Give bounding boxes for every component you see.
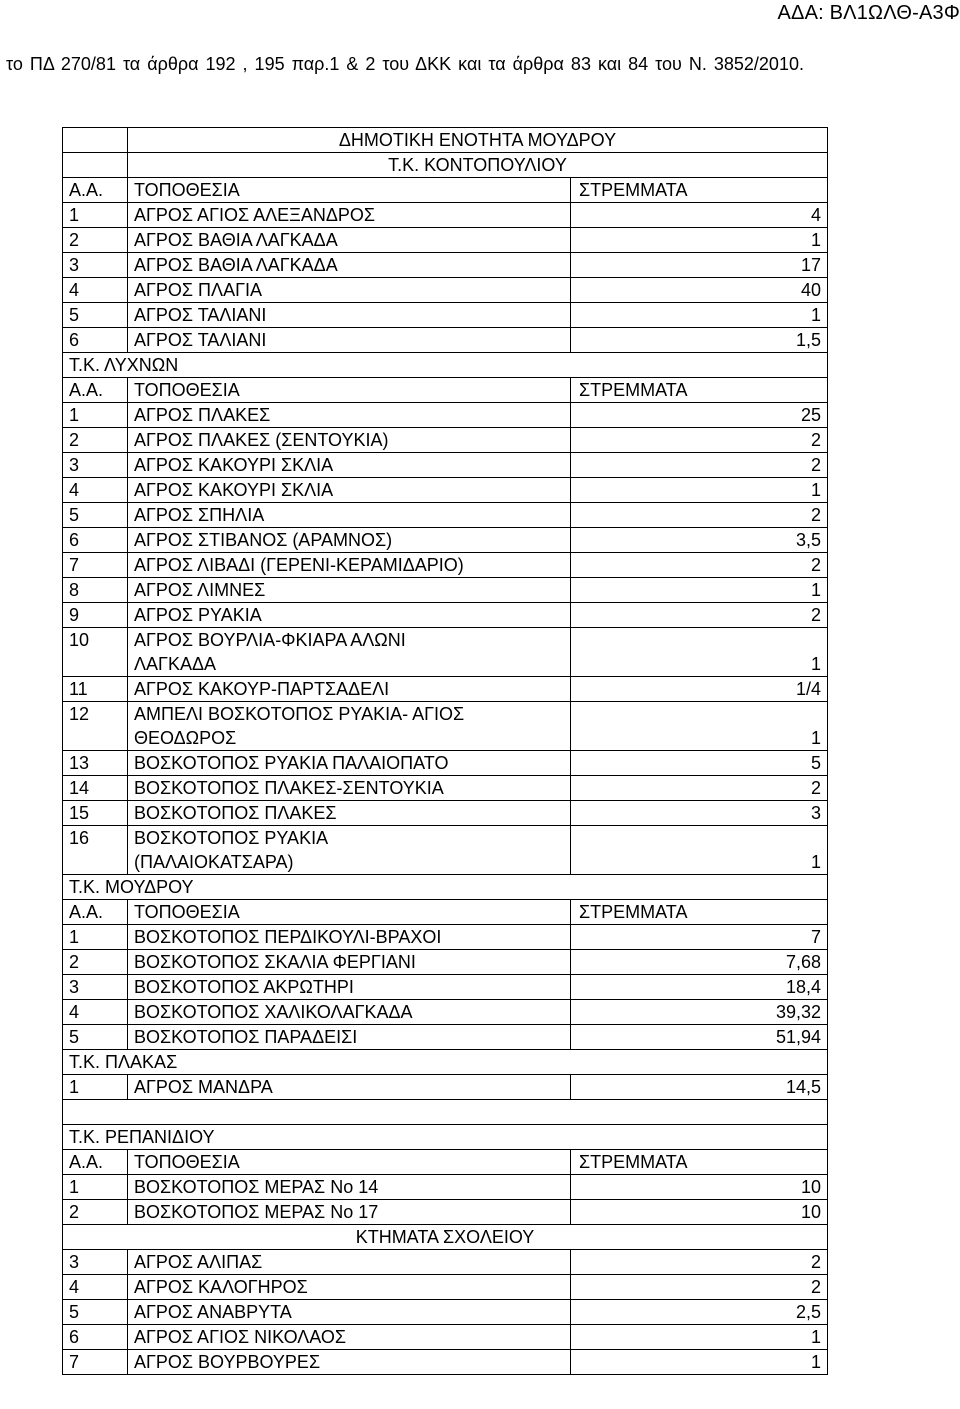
row-location: ΑΓΡΟΣ ΤΑΛΙΑΝΙ [128, 328, 571, 353]
row-area: 7 [571, 925, 828, 950]
row-area: 1 [571, 478, 828, 503]
table-row [63, 453, 828, 478]
table-row [63, 1175, 828, 1200]
row-area: 2 [571, 1275, 828, 1300]
row-no: 12 [63, 702, 128, 751]
row-location: ΑΓΡΟΣ ΤΑΛΙΑΝΙ [128, 303, 571, 328]
row-no: 4 [63, 1000, 128, 1025]
row-location: ΑΓΡΟΣ ΑΓΙΟΣ ΝΙΚΟΛΑΟΣ [128, 1325, 571, 1350]
row-no: 13 [63, 751, 128, 776]
row-location: ΑΓΡΟΣ ΣΤΙΒΑΝΟΣ (ΑΡΑΜΝΟΣ) [128, 528, 571, 553]
header-no: Α.Α. [63, 1150, 128, 1175]
row-no: 5 [63, 503, 128, 528]
row-location: ΒΟΣΚΟΤΟΠΟΣ ΜΕΡΑΣ Νο 14 [128, 1175, 571, 1200]
row-area: 40 [571, 278, 828, 303]
table-row [63, 528, 828, 553]
row-no: 2 [63, 950, 128, 975]
row-location-line1: ΒΟΣΚΟΤΟΠΟΣ ΡΥΑΚΙΑ [134, 828, 329, 848]
section-title: Τ.Κ. ΚΟΝΤΟΠΟΥΛΙΟΥ [128, 153, 828, 178]
header-area [571, 378, 828, 403]
row-no: 6 [63, 528, 128, 553]
row-location: ΒΟΣΚΟΤΟΠΟΣ ΣΚΑΛΙΑ ΦΕΡΓΙΑΝΙ [128, 950, 571, 975]
row-location: ΑΓΡΟΣ ΛΙΒΑΔΙ (ΓΕΡΕΝΙ-ΚΕΡΑΜΙΔΑΡΙΟ) [128, 553, 571, 578]
row-area: 2 [571, 428, 828, 453]
school-land-label: ΚΤΗΜΑΤΑ ΣΧΟΛΕΙΟΥ [63, 1225, 828, 1250]
row-no: 3 [63, 975, 128, 1000]
table-row [63, 776, 828, 801]
header-row [63, 1150, 828, 1175]
row-location: ΒΟΣΚΟΤΟΠΟΣ ΠΑΡΑΔΕΙΣΙ [128, 1025, 571, 1050]
row-location [128, 628, 571, 677]
table-row [63, 603, 828, 628]
table-row [63, 1075, 828, 1100]
table-row [63, 702, 828, 751]
table-row [63, 203, 828, 228]
unit-title: ΔΗΜΟΤΙΚΗ ΕΝΟΤΗΤΑ ΜΟΥΔΡΟΥ [128, 128, 828, 153]
section-title: Τ.Κ. ΜΟΥΔΡΟΥ [63, 875, 828, 900]
header-area-label: ΣΤΡΕΜΜΑΤΑ [579, 380, 688, 400]
row-area: 2 [571, 1250, 828, 1275]
empty-row [63, 1100, 828, 1125]
row-no: 2 [63, 428, 128, 453]
table-row [63, 925, 828, 950]
row-location: ΒΟΣΚΟΤΟΠΟΣ ΠΛΑΚΕΣ-ΣΕΝΤΟΥΚΙΑ [128, 776, 571, 801]
table-row [63, 278, 828, 303]
row-no: 3 [63, 1250, 128, 1275]
empty-cell [63, 1100, 828, 1125]
row-location: ΑΓΡΟΣ ΚΑΚΟΥΡ-ΠΑΡΤΣΑΔΕΛΙ [128, 677, 571, 702]
row-location-line1: ΑΜΠΕΛΙ ΒΟΣΚΟΤΟΠΟΣ ΡΥΑΚΙΑ- ΑΓΙΟΣ [134, 704, 465, 724]
row-area: 2 [571, 553, 828, 578]
row-location: ΑΓΡΟΣ ΑΛΙΠΑΣ [128, 1250, 571, 1275]
row-location: ΑΓΡΟΣ ΠΛΑΚΕΣ (ΣΕΝΤΟΥΚΙΑ) [128, 428, 571, 453]
row-no: 16 [63, 826, 128, 875]
header-location: ΤΟΠΟΘΕΣΙΑ [128, 900, 571, 925]
row-location: ΑΓΡΟΣ ΠΛΑΚΕΣ [128, 403, 571, 428]
row-area: 2,5 [571, 1300, 828, 1325]
row-location: ΒΟΣΚΟΤΟΠΟΣ ΜΕΡΑΣ Νο 17 [128, 1200, 571, 1225]
table-row [63, 826, 828, 875]
header-row [63, 178, 828, 203]
land-parcels-table [62, 127, 828, 1375]
table-row [63, 751, 828, 776]
row-location [128, 826, 571, 875]
table-row [63, 553, 828, 578]
row-no: 1 [63, 203, 128, 228]
row-no: 3 [63, 453, 128, 478]
header-area-label: ΣΤΡΕΜΜΑΤΑ [579, 902, 688, 922]
row-area: 1 [571, 578, 828, 603]
section-title-row [63, 1050, 828, 1075]
row-area: 1/4 [571, 677, 828, 702]
table-row [63, 1250, 828, 1275]
row-location: ΑΓΡΟΣ ΚΑΛΟΓΗΡΟΣ [128, 1275, 571, 1300]
row-no: 6 [63, 328, 128, 353]
header-no: Α.Α. [63, 178, 128, 203]
row-location: ΑΓΡΟΣ ΒΟΥΡΒΟΥΡΕΣ [128, 1350, 571, 1375]
row-location: ΒΟΣΚΟΤΟΠΟΣ ΑΚΡΩΤΗΡΙ [128, 975, 571, 1000]
row-location: ΑΓΡΟΣ ΚΑΚΟΥΡΙ ΣΚΛΙΑ [128, 453, 571, 478]
row-no: 1 [63, 1175, 128, 1200]
row-area: 10 [571, 1175, 828, 1200]
table-row [63, 1275, 828, 1300]
row-no: 5 [63, 1300, 128, 1325]
header-area [571, 900, 828, 925]
section-title: Τ.Κ. ΛΥΧΝΩΝ [63, 353, 828, 378]
row-location: ΒΟΣΚΟΤΟΠΟΣ ΠΕΡΔΙΚΟΥΛΙ-ΒΡΑΧΟΙ [128, 925, 571, 950]
row-no: 2 [63, 1200, 128, 1225]
row-area: 2 [571, 776, 828, 801]
row-location: ΑΓΡΟΣ ΣΠΗΛΙΑ [128, 503, 571, 528]
table-row [63, 628, 828, 677]
table-row [63, 975, 828, 1000]
header-location: ΤΟΠΟΘΕΣΙΑ [128, 378, 571, 403]
table-row [63, 1325, 828, 1350]
row-area: 18,4 [571, 975, 828, 1000]
row-area: 39,32 [571, 1000, 828, 1025]
row-area: 17 [571, 253, 828, 278]
row-area: 1 [571, 1325, 828, 1350]
ada-code: ΑΔΑ: ΒΛ1ΩΛΘ-Α3Φ [777, 2, 960, 24]
row-no: 5 [63, 1025, 128, 1050]
section-title-row [63, 1125, 828, 1150]
row-area: 10 [571, 1200, 828, 1225]
row-no: 7 [63, 553, 128, 578]
table-row [63, 303, 828, 328]
table-row [63, 578, 828, 603]
subheader-row [63, 1225, 828, 1250]
row-location: ΑΓΡΟΣ ΒΑΘΙΑ ΛΑΓΚΑΔΑ [128, 253, 571, 278]
table-row [63, 677, 828, 702]
row-location-line2: ΘΕΟΔΩΡΟΣ [134, 728, 237, 748]
row-no: 9 [63, 603, 128, 628]
row-area: 3 [571, 801, 828, 826]
row-location: ΑΓΡΟΣ ΠΛΑΓΙΑ [128, 278, 571, 303]
row-area: 1 [571, 1350, 828, 1375]
row-location [128, 702, 571, 751]
section-title: Τ.Κ. ΠΛΑΚΑΣ [63, 1050, 828, 1075]
section-title-row [63, 353, 828, 378]
header-area [571, 1150, 828, 1175]
table-row [63, 801, 828, 826]
row-area: 25 [571, 403, 828, 428]
row-location: ΒΟΣΚΟΤΟΠΟΣ ΡΥΑΚΙΑ ΠΑΛΑΙΟΠΑΤΟ [128, 751, 571, 776]
section-title: Τ.Κ. ΡΕΠΑΝΙΔΙΟΥ [63, 1125, 828, 1150]
row-no: 8 [63, 578, 128, 603]
header-location: ΤΟΠΟΘΕΣΙΑ [128, 1150, 571, 1175]
header-area-label: ΣΤΡΕΜΜΑΤΑ [579, 1152, 688, 1172]
row-area: 51,94 [571, 1025, 828, 1050]
row-area: 1 [571, 628, 828, 677]
table-row [63, 1000, 828, 1025]
row-location: ΑΓΡΟΣ ΑΓΙΟΣ ΑΛΕΞΑΝΔΡΟΣ [128, 203, 571, 228]
table-row [63, 503, 828, 528]
row-location: ΑΓΡΟΣ ΚΑΚΟΥΡΙ ΣΚΛΙΑ [128, 478, 571, 503]
row-location: ΒΟΣΚΟΤΟΠΟΣ ΠΛΑΚΕΣ [128, 801, 571, 826]
row-area: 4 [571, 203, 828, 228]
row-area: 14,5 [571, 1075, 828, 1100]
row-no: 2 [63, 228, 128, 253]
header-area-label: ΣΤΡΕΜΜΑΤΑ [579, 180, 688, 200]
table-row [63, 1025, 828, 1050]
header-no: Α.Α. [63, 900, 128, 925]
section-title-row [63, 875, 828, 900]
row-no: 4 [63, 478, 128, 503]
row-no: 1 [63, 403, 128, 428]
row-area: 7,68 [571, 950, 828, 975]
row-location: ΑΓΡΟΣ ΒΑΘΙΑ ΛΑΓΚΑΔΑ [128, 228, 571, 253]
row-area: 2 [571, 603, 828, 628]
row-area: 5 [571, 751, 828, 776]
row-no: 1 [63, 925, 128, 950]
row-area: 1 [571, 826, 828, 875]
row-no: 10 [63, 628, 128, 677]
row-location: ΒΟΣΚΟΤΟΠΟΣ ΧΑΛΙΚΟΛΑΓΚΑΔΑ [128, 1000, 571, 1025]
row-no: 11 [63, 677, 128, 702]
row-no: 15 [63, 801, 128, 826]
header-no: Α.Α. [63, 378, 128, 403]
unit-title-row [63, 128, 828, 153]
row-location: ΑΓΡΟΣ ΑΝΑΒΡΥΤΑ [128, 1300, 571, 1325]
table-row [63, 253, 828, 278]
header-location: ΤΟΠΟΘΕΣΙΑ [128, 178, 571, 203]
row-no: 4 [63, 278, 128, 303]
row-no: 3 [63, 253, 128, 278]
table-row [63, 1350, 828, 1375]
table-row [63, 328, 828, 353]
section-title-row [63, 153, 828, 178]
table-row [63, 403, 828, 428]
table-row [63, 478, 828, 503]
row-location-line1: ΑΓΡΟΣ ΒΟΥΡΛΙΑ-ΦΚΙΑΡΑ ΑΛΩΝΙ [134, 630, 406, 650]
table-row [63, 950, 828, 975]
header-row [63, 378, 828, 403]
row-area: 2 [571, 453, 828, 478]
row-no: 1 [63, 1075, 128, 1100]
row-location-line2: (ΠΑΛΑΙΟΚΑΤΣΑΡΑ) [134, 852, 294, 872]
table-row [63, 228, 828, 253]
row-area: 3,5 [571, 528, 828, 553]
row-area: 1 [571, 228, 828, 253]
table-row [63, 428, 828, 453]
table-row [63, 1200, 828, 1225]
row-location: ΑΓΡΟΣ ΜΑΝΔΡΑ [128, 1075, 571, 1100]
table-row [63, 1300, 828, 1325]
row-no: 5 [63, 303, 128, 328]
row-area: 1,5 [571, 328, 828, 353]
row-no: 6 [63, 1325, 128, 1350]
row-area: 1 [571, 702, 828, 751]
header-area [571, 178, 828, 203]
row-location-line2: ΛΑΓΚΑΔΑ [134, 654, 216, 674]
row-no: 14 [63, 776, 128, 801]
intro-paragraph: το ΠΔ 270/81 τα άρθρα 192 , 195 παρ.1 & 2 του ΔΚΚ και τα άρθρα 83 και 84 του Ν. 3852/2010. [6, 54, 804, 74]
row-area: 1 [571, 303, 828, 328]
row-no: 7 [63, 1350, 128, 1375]
row-location: ΑΓΡΟΣ ΡΥΑΚΙΑ [128, 603, 571, 628]
row-location: ΑΓΡΟΣ ΛΙΜΝΕΣ [128, 578, 571, 603]
row-area: 2 [571, 503, 828, 528]
row-no: 4 [63, 1275, 128, 1300]
header-row [63, 900, 828, 925]
